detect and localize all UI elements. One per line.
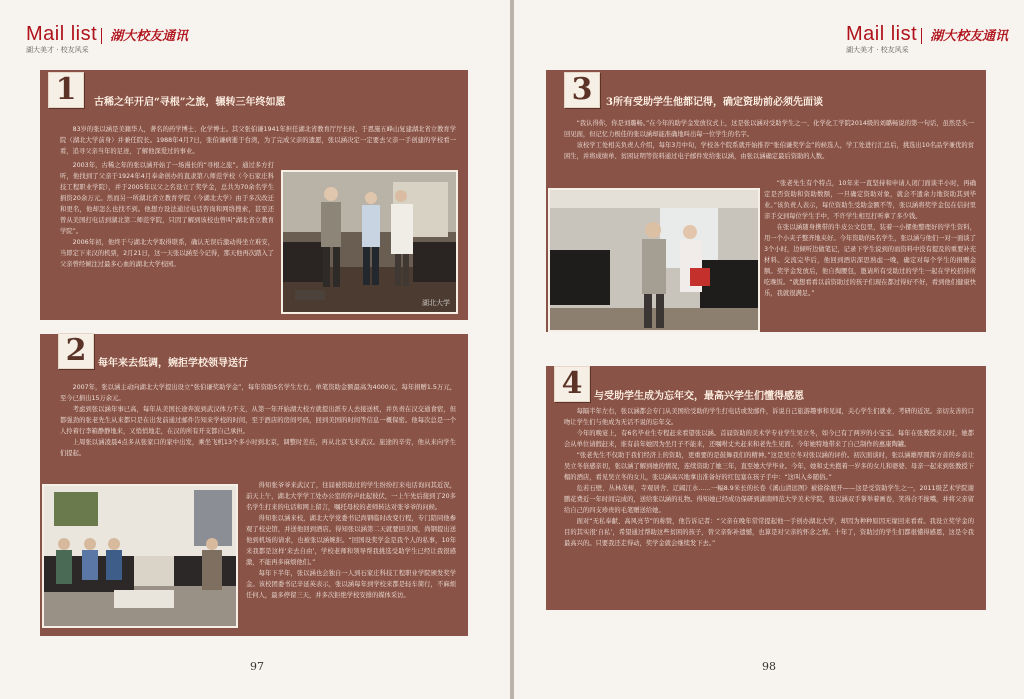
section-2-column <box>246 480 456 630</box>
section-2-para-4: 得知张爷爷来武汉了，往届被资助过的学生纷纷打来电话询问其近况，前天上午，湖北大学学工处办公室的铃声此起彼伏，一上午先后接到了20多名学生打来的电话和网上留言，嘱托母校的老师转达对张爷爷的问候。 <box>246 482 456 511</box>
page-left <box>0 0 510 699</box>
section-2-para-3: 上周张以涵凌晨4点多从张家口的家中出发，乘坐飞机13个多小时到北京，调整时差后，再从北京飞来武汉。旅途的辛劳，他从来向学生们提起。 <box>60 439 456 457</box>
section-4-para-2: 今年的晚宴上，有6名毕业生专程赶来看望张以涵。首届资助的美术学专业学生吴立冬，如今已有了两岁的小宝宝。每年在张教授来汉时，她都会从单位请假赶来，谁有前年她因为坐月子不能来，还嘱咐丈夫赶来和老先生见面。今年她特地带来了自己制作的惠康陶罐。 <box>564 430 974 448</box>
masthead-divider <box>101 28 102 44</box>
section-1-number: 1 <box>48 72 84 108</box>
section-3-para-3: “张老先生有个特点，10年来一直坚持和申请人闭门面谈半小时，再确定是否资助和资助数额，一旦确定资助对象，就会不遗余力地资助其到毕业。”该负责人表示，每位资助生受助金额不等，张以涵将奖学金包在信封里亲手交到每位学生手中，不许学生相互打听拿了多少钱。 <box>764 180 976 220</box>
section-3-title: 3所有受助学生他都记得，确定资助前必须先面谈 <box>606 97 823 108</box>
section-3-intro <box>564 118 974 174</box>
masthead-mail-list: Mail list <box>26 23 98 45</box>
section-2-intro <box>60 382 456 480</box>
photo-office-visit <box>42 484 238 628</box>
masthead-subtitle: 湖大美才 · 校友风采 <box>26 46 89 54</box>
section-1-para-3: 2006年初，他终于与湖北大学取得联系，确认无误后激动得坐立难安，当即定下来汉的机票，2月21日，这一天张以涵至今记得，那天他再次踏入了父亲曾经倾注过最多心血的湖北大学校园。 <box>60 239 274 268</box>
masthead-mail-list: Mail list <box>846 23 918 45</box>
masthead-divider <box>921 28 922 44</box>
masthead-subtitle: 湖大美才 · 校友风采 <box>846 46 909 54</box>
section-4-body <box>564 406 974 604</box>
page-number-left: 97 <box>250 660 264 673</box>
section-4-para-4: 危若石壁、丛林茂树，寺观居舍、辽阔江水……一幅8.9米长的长卷《溪山清远图》被徐徐展开——这是受资助学生之一，2011级艺术学院谢鹏花费近一年时间完成的，送给张以涵的礼物。得知她已经成功保研到湖南师范大学美术学院，张以涵双手掌举着画卷，笑得合不拢嘴，并将父亲留给自己的四支珍贵的毛笔赠送给她。 <box>564 485 974 514</box>
section-1-para-1: 83岁的张以涵是美籍华人，著名的药学博士、化学博士。其父张伯谦1941年担任湖北省教育厅厅长时，于恩施五峰山复建湖北省立教育学院（湖北大学前身）并兼任院长。1988年4月7日，张伯谦病逝于台湾，为了完成父亲的遗愿，张以涵决定一定要去父亲一手创建的学校看一看，追寻父亲当年的足迹，了解他深爱过的事业。 <box>60 126 456 155</box>
photo-watermark: 湖北大学 <box>422 299 450 307</box>
section-1-column <box>60 160 274 308</box>
page-number-right: 98 <box>762 660 776 673</box>
section-1-title: 古稀之年开启“寻根”之旅，辗转三年终如愿 <box>94 97 286 108</box>
section-2-para-6: 每年下半年，张以涵也会独自一人到石家庄科技工程职业学院颁发奖学金。该校团委书记辛延英表示，张以涵每年到学校来都是轻车简行，不麻烦任何人，最多停留三天，并多次拒绝学校安排的媒体采访。 <box>246 570 456 599</box>
masthead-brand: 湖大校友通讯 <box>110 29 189 44</box>
section-4-para-1: 每隔半年左右，张以涵都会专门从美国给受助的学生打电话或发邮件，诉说自己旅游趣事和见闻，关心学生们就业、考研的近况。亲切友善的口吻让学生们与他成为无话不说的忘年交。 <box>564 408 974 426</box>
section-3-para-4: 在张以涵随身携带的牛皮公文包里，装着一小摞他整理好的学生资料，用一个小夹子整齐地夹好。今年资助的5名学生，张以涵与他们一对一面谈了3个小时，边倾听边做笔记，记录下学生说到的而资料中没有提及的重要补充材料。交流完毕后，他回到酒店深思熟虑一晚，确定对每个学生的捐赠金额。奖学金发放后，他自掏腰包，邀请所有受助过的学生一起在学校招待所吃晚饭。“就想看看以前资助过的孩子们现在都过得好不好，看到他们健康快乐，我就很满足。” <box>764 224 976 297</box>
photo-campus-meeting <box>281 170 458 314</box>
section-4-para-5: 面对“无私奉献、高风亮节”的称赞，他告诉记者：“父亲在晚年常常提起他一手创办湖北大学，却因为种种原因无缘回来看看。我设立奖学金的目的其实很‘自私’，希望通过帮助这些贫困的孩子，替父亲弥补遗憾，也算是对父亲的怀念之情。十年了，资助过的学生们都很懂得感恩，这是令我最高兴的。只要我还走得动，奖学金就会继续发下去。” <box>564 518 974 547</box>
section-4-number: 4 <box>554 366 590 402</box>
section-2-para-1: 2007年，张以涵主动向湖北大学提出设立“张伯谦奖助学金”，每年资助5名学生左右，单笔资助金额最高为4000元，每年捐赠1.5万元，至今已捐出15万余元。 <box>60 384 456 402</box>
section-3-column <box>764 178 976 328</box>
masthead-brand: 湖大校友通讯 <box>930 29 1009 44</box>
section-3-para-1: “我认得你，你是刘璐畅。”在今年的助学金发放仪式上，这是张以涵对受助学生之一、化学化工学院2014级的刘璐畅说的第一句话，虽然是头一回见面，但记忆力极佳的张以涵却能准确地叫出每一位学生的名字。 <box>564 120 974 138</box>
photo-bag-gift <box>548 188 760 332</box>
masthead-right <box>846 24 1008 56</box>
section-2-para-2: 考虑到张以涵年事已高，每年从美国长途奔波到武汉体力不支，从第一年开始湖大校方就提出派专人去接送机，并负责在汉交通食宿，但都强劲的张老先生从来都只是在出发前通过邮件告知来学校的时间，至于酒店的房间号码，回到美国的时间等信息一概保密。他每次总是一个人拎着行李箱静静地来，又悄悄地走，在汉的所有开支都自己承担。 <box>60 406 456 435</box>
section-4-title: 与受助学生成为忘年交，最高兴学生们懂得感恩 <box>594 391 804 402</box>
section-3-para-2: 该校学工处相关负责人介绍，每年3月中旬，学校各个院系就开始推荐“张伯谦奖学金”的候选人，学工处进行汇总后，挑选出10名品学兼优的贫困生，并将成绩单、贫困证明等资料通过电子邮件发给张以涵，由张以涵确定最后资助的人数。 <box>564 142 974 160</box>
section-2-number: 2 <box>58 333 94 369</box>
section-2-para-5: 得知张以涵来校，湖北大学党委书记尚钢临时改变行程，专门陪同他参观了校史馆，并送他回到酒店。得知张以涵第二天就要回美国，尚钢提出送他到机场的请求，也被张以涵婉拒。“回国设奖学金是我个人的私事，10年来我都是这样‘来去自由’，学校老师和领导帮我挑选受助学生已经让我很感激，不能再多麻烦他们。” <box>246 515 456 566</box>
section-4-para-3: “张老先生不仅助于我们经济上的资助，更重要的是鼓舞我们的精神。”这是吴立冬对张以涵的评价。初次面谈时，张以涵雄厚圆浑方音的乡音让吴立冬倍感亲切，张以涵了解到她的情况，连续资助了她三年，直至她大学毕业。今年，她和丈夫抱着一岁多的女儿和婆婆、母亲一起来到张教授下榻的酒店，看见吴立冬的女儿，张以涵高兴地拿出准备好的红包塞在孩子手中：“这叫入乡随俗。” <box>564 452 974 481</box>
section-3-number: 3 <box>564 72 600 108</box>
page-right <box>514 0 1024 699</box>
section-2-title: 每年来去低调，婉拒学校领导送行 <box>98 358 248 369</box>
section-1-para-2: 2003年，古稀之年的张以涵开始了一场漫长的“寻根之旅”。通过多方打听，他找到了父亲于1924年4月奉命创办的直隶第八师范学校（今石家庄科技工程职业学院），并于2005年以父之名设立了奖学金，总共为70余名学生捐资20余万元。然而另一所湖北省立教育学院（今湖北大学）由于多次改迁和更名，他却怎么也找不到。他想方设法通过电话咨询和网络搜索，甚至还曾从美国打电话到湖北第二师范学院，只因了解到该校也曾叫“湖北省立教育学院”。 <box>60 162 274 235</box>
masthead-left <box>26 24 188 56</box>
